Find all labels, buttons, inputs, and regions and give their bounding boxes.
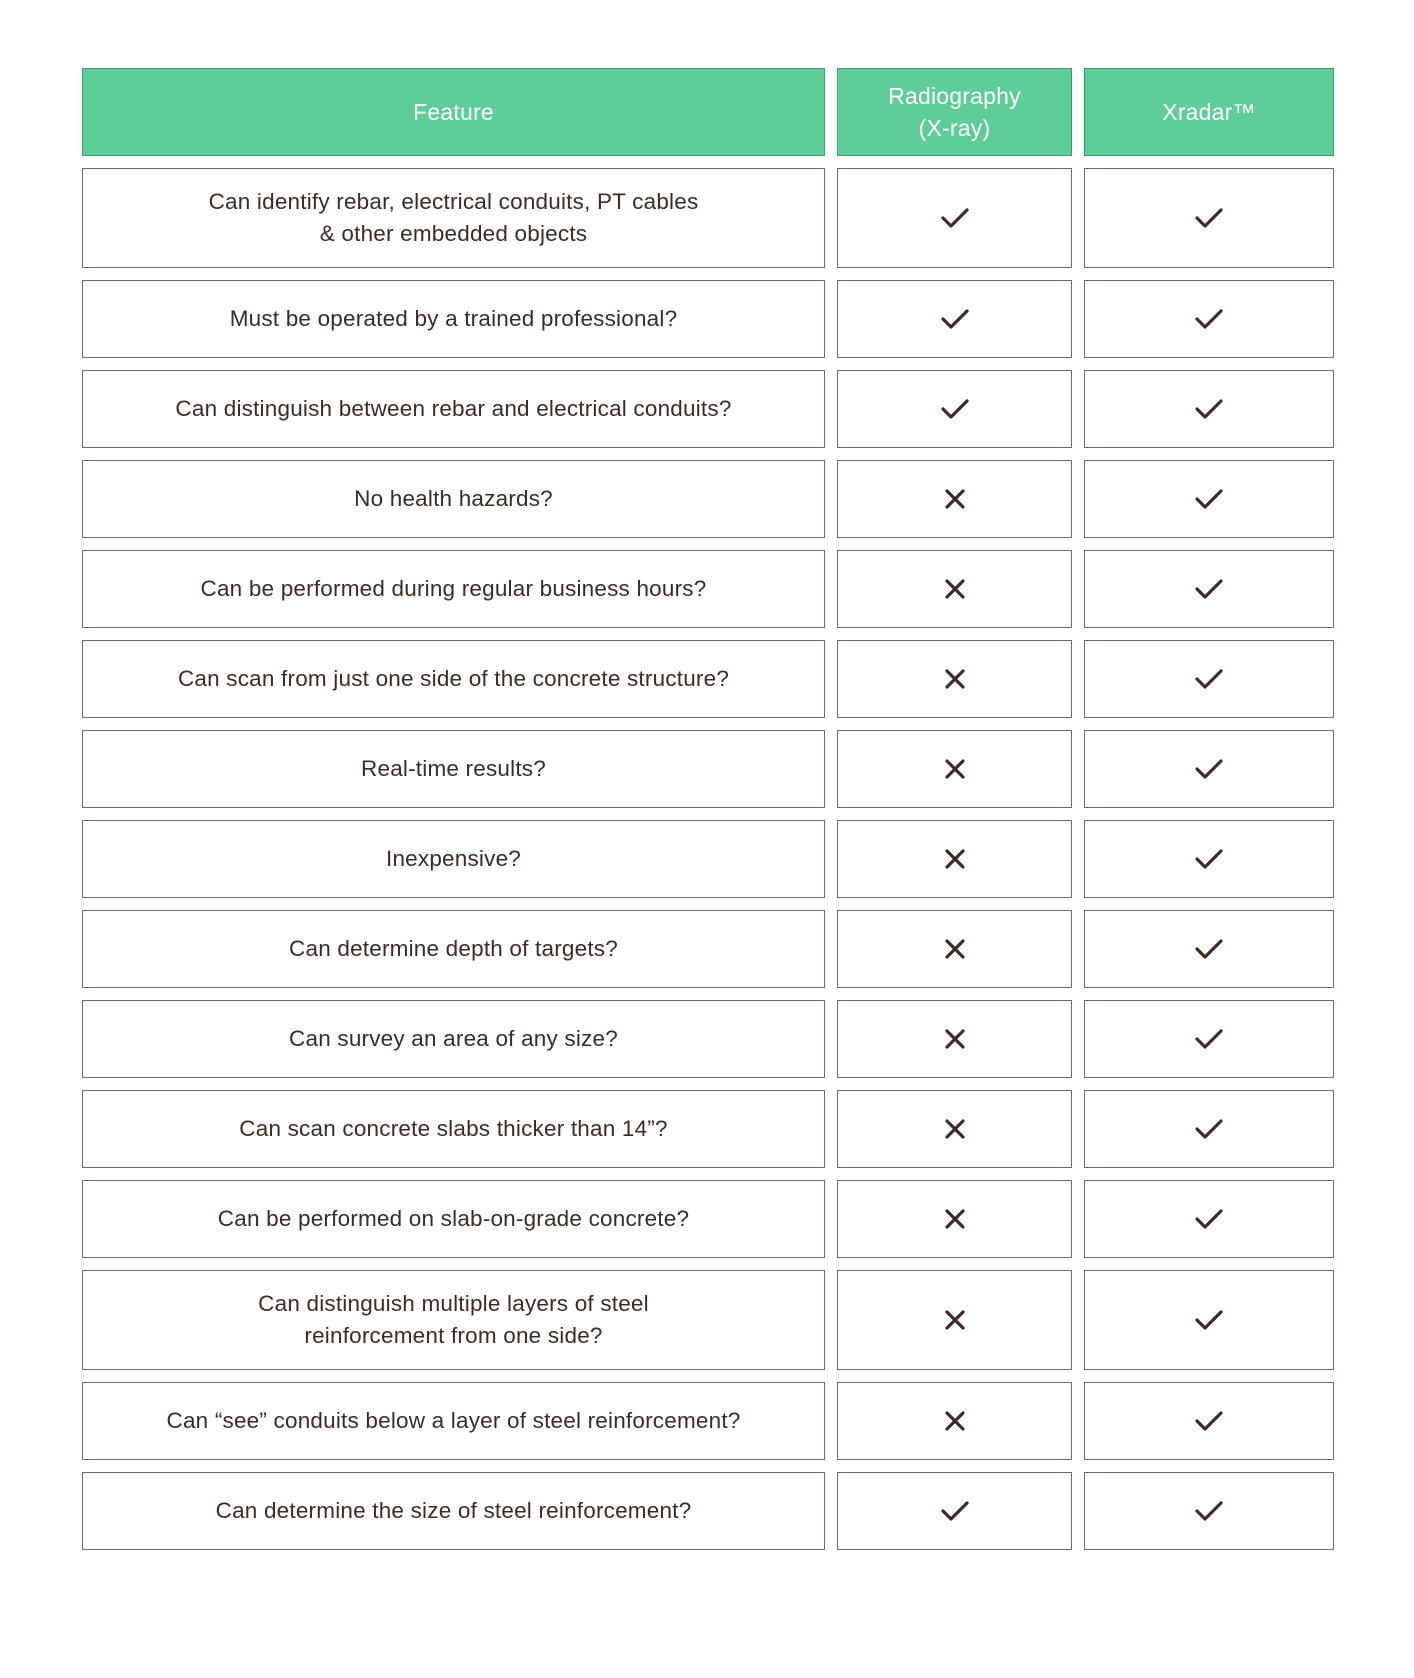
- feature-label: Must be operated by a trained professional?: [229, 306, 678, 331]
- xradar-cell: [1084, 910, 1334, 988]
- table-row: [82, 640, 1334, 718]
- feature-cell: [82, 1180, 825, 1258]
- cross-icon: [944, 578, 966, 600]
- comparison-table: [82, 68, 1334, 1562]
- table-row: [82, 550, 1334, 628]
- xradar-cell: [1084, 1270, 1334, 1370]
- xradar-cell: [1084, 1472, 1334, 1550]
- check-icon: [1194, 1409, 1224, 1433]
- radiography-cell: [837, 1180, 1072, 1258]
- xradar-cell: [1084, 280, 1334, 358]
- radiography-cell: [837, 550, 1072, 628]
- feature-label: Can determine the size of steel reinforcement?: [215, 1498, 692, 1523]
- xradar-cell: [1084, 460, 1334, 538]
- check-icon: [1194, 1499, 1224, 1523]
- feature-label: Can “see” conduits below a layer of steel reinforcement?: [166, 1408, 741, 1433]
- header-feature-label: Feature: [413, 99, 494, 125]
- xradar-cell: [1084, 168, 1334, 268]
- feature-cell: [82, 1382, 825, 1460]
- radiography-cell: [837, 730, 1072, 808]
- table-row: [82, 1090, 1334, 1168]
- check-icon: [1194, 206, 1224, 230]
- radiography-cell: [837, 1000, 1072, 1078]
- radiography-cell: [837, 1382, 1072, 1460]
- feature-label: Can distinguish between rebar and electrical conduits?: [175, 396, 732, 421]
- feature-cell: [82, 460, 825, 538]
- feature-cell: [82, 1090, 825, 1168]
- radiography-cell: [837, 168, 1072, 268]
- feature-cell: [82, 280, 825, 358]
- xradar-cell: [1084, 1180, 1334, 1258]
- header-xradar: [1084, 68, 1334, 156]
- table-row: [82, 370, 1334, 448]
- radiography-cell: [837, 370, 1072, 448]
- check-icon: [1194, 1207, 1224, 1231]
- header-feature: [82, 68, 825, 156]
- check-icon: [940, 307, 970, 331]
- feature-cell: [82, 730, 825, 808]
- xradar-cell: [1084, 730, 1334, 808]
- cross-icon: [944, 668, 966, 690]
- cross-icon: [944, 1208, 966, 1230]
- table-row: [82, 730, 1334, 808]
- feature-cell: [82, 550, 825, 628]
- table-row: [82, 1270, 1334, 1370]
- check-icon: [1194, 1027, 1224, 1051]
- radiography-cell: [837, 1090, 1072, 1168]
- radiography-cell: [837, 640, 1072, 718]
- radiography-cell: [837, 1270, 1072, 1370]
- check-icon: [1194, 1308, 1224, 1332]
- feature-label: Can scan concrete slabs thicker than 14”?: [239, 1116, 668, 1141]
- table-row: [82, 820, 1334, 898]
- check-icon: [1194, 307, 1224, 331]
- feature-label: Can survey an area of any size?: [289, 1026, 618, 1051]
- xradar-cell: [1084, 370, 1334, 448]
- table-row: [82, 1472, 1334, 1550]
- xradar-cell: [1084, 820, 1334, 898]
- radiography-cell: [837, 1472, 1072, 1550]
- feature-cell: [82, 820, 825, 898]
- cross-icon: [944, 758, 966, 780]
- radiography-cell: [837, 460, 1072, 538]
- feature-cell: [82, 1472, 825, 1550]
- check-icon: [1194, 757, 1224, 781]
- feature-label: Inexpensive?: [386, 846, 521, 871]
- cross-icon: [944, 1028, 966, 1050]
- feature-cell: [82, 1270, 825, 1370]
- cross-icon: [944, 1118, 966, 1140]
- feature-label: Can identify rebar, electrical conduits, PT cables & other embedded objects: [208, 189, 699, 246]
- cross-icon: [944, 1410, 966, 1432]
- xradar-cell: [1084, 550, 1334, 628]
- table-body: [82, 168, 1334, 1550]
- feature-cell: [82, 1000, 825, 1078]
- xradar-cell: [1084, 1090, 1334, 1168]
- feature-cell: [82, 168, 825, 268]
- table-row: [82, 280, 1334, 358]
- check-icon: [940, 1499, 970, 1523]
- table-row: [82, 1382, 1334, 1460]
- xradar-cell: [1084, 640, 1334, 718]
- check-icon: [1194, 847, 1224, 871]
- cross-icon: [944, 1309, 966, 1331]
- check-icon: [1194, 577, 1224, 601]
- feature-cell: [82, 910, 825, 988]
- feature-label: Real-time results?: [361, 756, 546, 781]
- header-radiography: [837, 68, 1072, 156]
- check-icon: [1194, 667, 1224, 691]
- radiography-cell: [837, 910, 1072, 988]
- feature-label: Can determine depth of targets?: [289, 936, 618, 961]
- table-row: [82, 910, 1334, 988]
- table-row: [82, 460, 1334, 538]
- check-icon: [1194, 1117, 1224, 1141]
- feature-cell: [82, 370, 825, 448]
- xradar-cell: [1084, 1000, 1334, 1078]
- radiography-cell: [837, 280, 1072, 358]
- header-xradar-label: Xradar™: [1162, 99, 1256, 125]
- feature-label: No health hazards?: [354, 486, 553, 511]
- table-row: [82, 168, 1334, 268]
- feature-cell: [82, 640, 825, 718]
- cross-icon: [944, 848, 966, 870]
- check-icon: [1194, 397, 1224, 421]
- table-row: [82, 1180, 1334, 1258]
- feature-label: Can distinguish multiple layers of steel reinforcement from one side?: [258, 1291, 649, 1348]
- feature-label: Can scan from just one side of the concrete structure?: [177, 666, 730, 691]
- cross-icon: [944, 938, 966, 960]
- feature-label: Can be performed on slab-on-grade concrete?: [217, 1206, 690, 1231]
- check-icon: [1194, 937, 1224, 961]
- radiography-cell: [837, 820, 1072, 898]
- feature-label: Can be performed during regular business hours?: [200, 576, 707, 601]
- table-row: [82, 1000, 1334, 1078]
- header-radiography-label: Radiography (X-ray): [888, 83, 1021, 141]
- header-row: [82, 68, 1334, 156]
- check-icon: [1194, 487, 1224, 511]
- cross-icon: [944, 488, 966, 510]
- check-icon: [940, 206, 970, 230]
- check-icon: [940, 397, 970, 421]
- xradar-cell: [1084, 1382, 1334, 1460]
